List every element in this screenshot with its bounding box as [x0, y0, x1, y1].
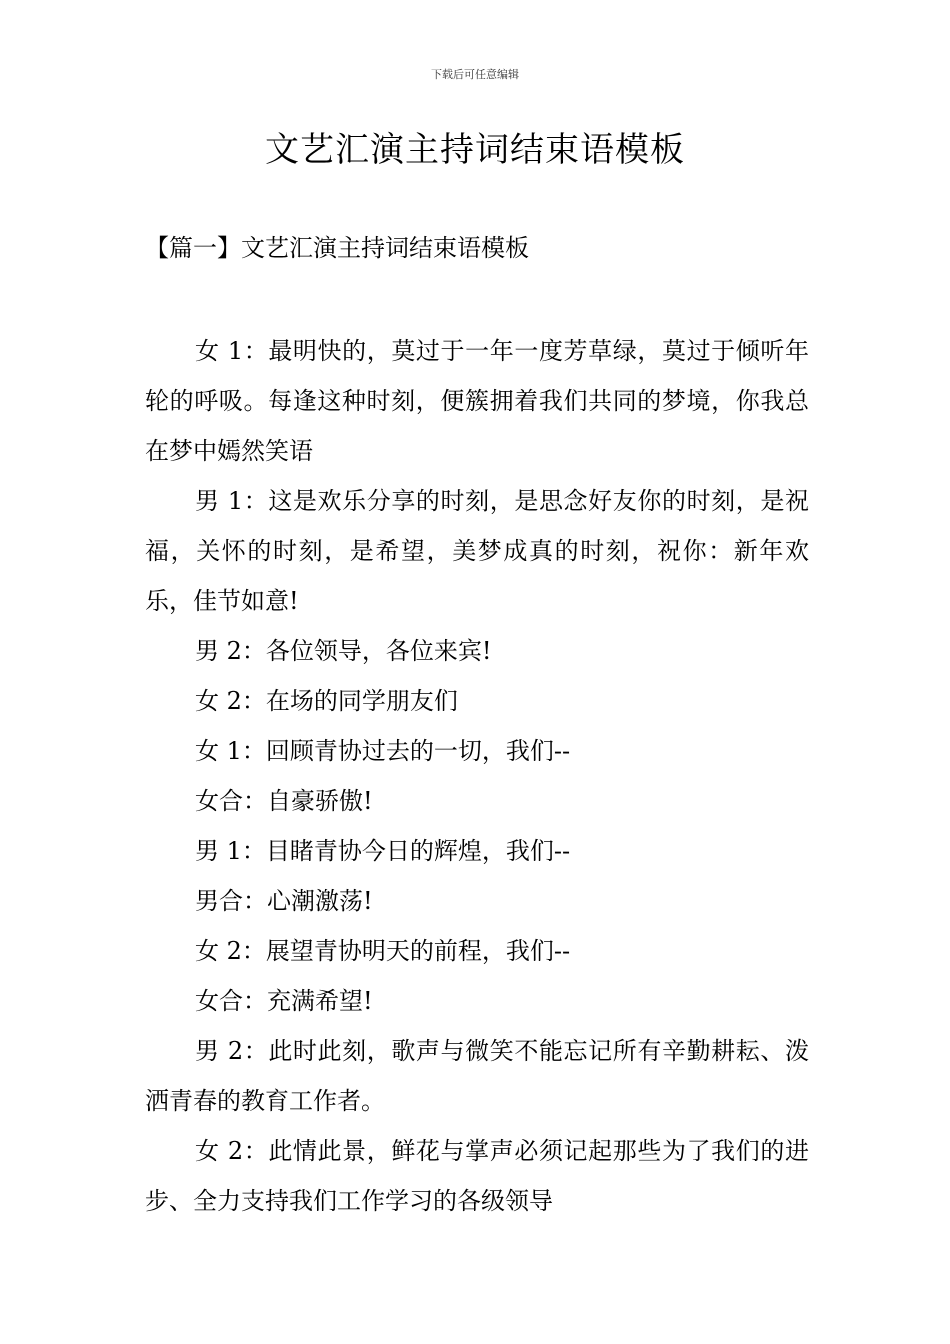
paragraph: 女合：充满希望! [195, 987, 373, 1015]
paragraph: 女 2：在场的同学朋友们 [195, 687, 458, 715]
document-body [145, 326, 809, 1226]
paragraph: 女 1：回顾青协过去的一切，我们-- [195, 737, 571, 765]
paragraph: 男 2：此时此刻，歌声与微笑不能忘记所有辛勤耕耘、泼洒青春的教育工作者。 [145, 1037, 809, 1115]
paragraph: 女 2：展望青协明天的前程，我们-- [195, 937, 571, 965]
paragraph: 女 1：最明快的，莫过于一年一度芳草绿，莫过于倾听年轮的呼吸。每逢这种时刻，便簇拥着我们共同的梦境，你我总在梦中嫣然笑语 [145, 337, 809, 465]
paragraph: 男合：心潮激荡! [195, 887, 373, 915]
paragraph: 男 1：目睹青协今日的辉煌，我们-- [195, 837, 571, 865]
paragraph: 女合：自豪骄傲! [195, 787, 373, 815]
document-title: 文艺汇演主持词结束语模板 [265, 130, 685, 170]
section-heading: 【篇一】文艺汇演主持词结束语模板 [145, 234, 529, 262]
header-note: 下载后可任意编辑 [431, 68, 519, 81]
paragraph: 男 1：这是欢乐分享的时刻，是思念好友你的时刻，是祝福，关怀的时刻，是希望，美梦成真的时刻，祝你：新年欢乐，佳节如意! [145, 487, 809, 615]
paragraph: 女 2：此情此景，鲜花与掌声必须记起那些为了我们的进步、全力支持我们工作学习的各级领导 [145, 1137, 809, 1215]
paragraph: 男 2：各位领导，各位来宾! [195, 637, 492, 665]
